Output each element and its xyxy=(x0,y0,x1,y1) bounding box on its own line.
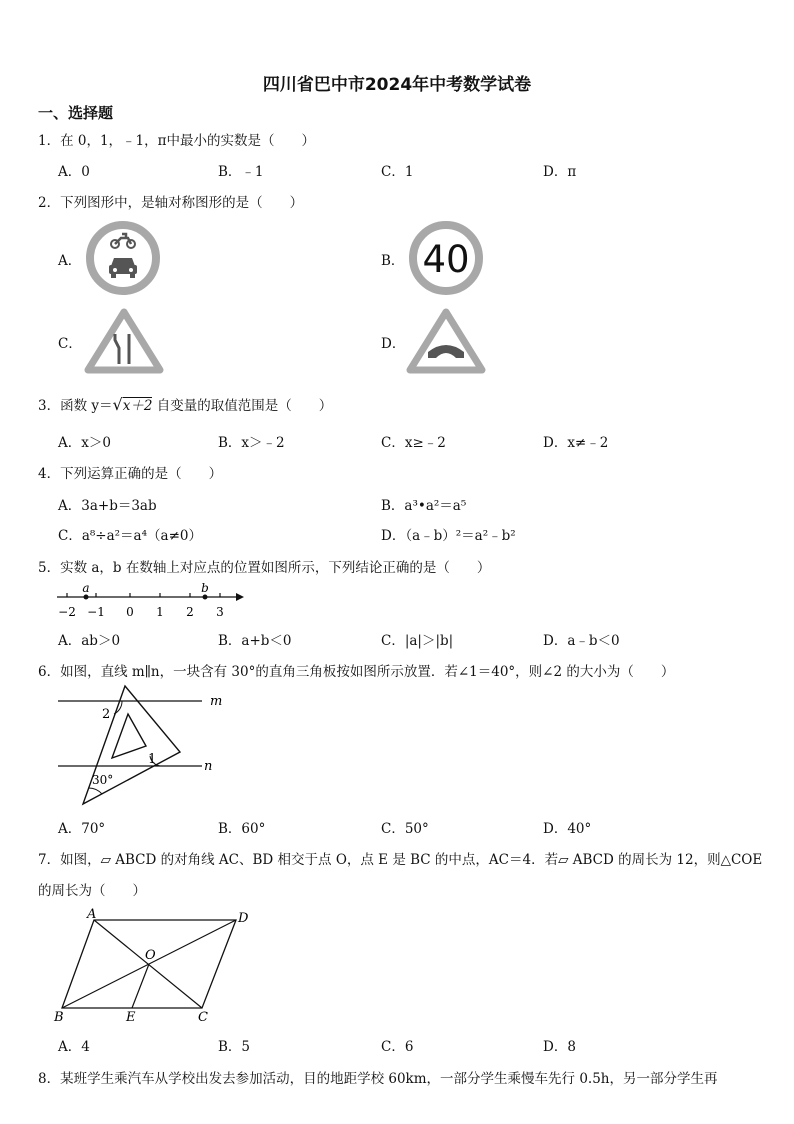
question-7-line-2: 的周长为（ ） xyxy=(38,883,146,899)
q4-option-b: B．a³•a²＝a⁵ xyxy=(381,498,467,514)
q7-option-b: B．5 xyxy=(218,1039,251,1055)
point-a xyxy=(84,595,89,600)
q4-option-a: A．3a+b＝3ab xyxy=(58,498,157,514)
q3-option-b: B．x＞﹣2 xyxy=(218,435,285,451)
tick-label: −2 xyxy=(58,605,76,619)
q7-option-c: C．6 xyxy=(381,1039,414,1055)
page-title: 四川省巴中市2024年中考数学试卷 xyxy=(262,75,532,95)
q5-option-d: D．a﹣b＜0 xyxy=(543,633,620,649)
label-A: A xyxy=(87,907,97,922)
question-4: 4．下列运算正确的是（ ） xyxy=(38,466,223,482)
tick-label: −1 xyxy=(87,605,105,619)
tick-label: 1 xyxy=(156,605,164,619)
q3-radicand: x＋2 xyxy=(122,398,153,414)
q3-option-d: D．x≠﹣2 xyxy=(543,435,609,451)
road-narrows-sign-icon xyxy=(84,306,164,374)
tick-label: 0 xyxy=(126,605,134,619)
q2-option-a: A． xyxy=(58,253,82,269)
label-angle-30: 30° xyxy=(92,773,114,787)
section-heading: 一、选择题 xyxy=(38,104,114,122)
point-a-label: a xyxy=(82,581,90,595)
label-E: E xyxy=(126,1010,136,1024)
q4-option-c: C．a⁸÷a²＝a⁴（a≠0） xyxy=(58,528,202,544)
point-b-label: b xyxy=(201,581,209,595)
angle-30-arc xyxy=(88,788,102,794)
q1-option-a: A．0 xyxy=(58,164,90,180)
q3-text-suffix: 自变量的取值范围是（ ） xyxy=(156,398,333,414)
question-5: 5．实数 a，b 在数轴上对应点的位置如图所示，下列结论正确的是（ ） xyxy=(38,560,491,576)
question-6: 6．如图，直线 m∥n，一块含有 30°的直角三角板按如图所示放置．若∠1＝40°，则∠2 的大小为（ ） xyxy=(38,664,675,680)
label-B: B xyxy=(54,1010,64,1024)
q4-option-d: D．（a﹣b）²＝a²﹣b² xyxy=(381,528,516,544)
label-m: m xyxy=(210,694,223,709)
question-7-line-1: 7．如图，▱ ABCD 的对角线 AC、BD 相交于点 O，点 E 是 BC 的中点，AC＝4．若▱ ABCD 的周长为 12，则△COE xyxy=(38,852,763,868)
axis-arrow xyxy=(236,593,244,601)
label-C: C xyxy=(198,1010,208,1024)
label-O: O xyxy=(145,948,156,963)
speed-limit-sign-icon xyxy=(406,220,486,296)
question-1: 1．在 0，1，﹣1，π中最小的实数是（ ） xyxy=(38,133,316,149)
q5-option-c: C．|a|＞|b| xyxy=(381,633,454,649)
label-n: n xyxy=(204,759,213,774)
q7-option-d: D．8 xyxy=(543,1039,576,1055)
q3-option-a: A．x＞0 xyxy=(58,435,111,451)
q2-option-b: B． xyxy=(381,253,405,269)
tick-label: 3 xyxy=(216,605,224,619)
label-angle-1: 1 xyxy=(148,752,157,767)
question-3 xyxy=(38,394,332,414)
q6-option-c: C．50° xyxy=(381,821,429,837)
sqrt-symbol: √ xyxy=(112,395,123,414)
q7-option-a: A．4 xyxy=(58,1039,90,1055)
parallelogram-figure xyxy=(50,902,260,1024)
q6-option-a: A．70° xyxy=(58,821,106,837)
triangle-inner xyxy=(112,714,146,758)
q2-option-d: D． xyxy=(381,336,406,352)
label-D: D xyxy=(238,911,249,926)
motor-vehicle-ban-sign-icon xyxy=(84,220,164,296)
question-2: 2．下列图形中，是轴对称图形的是（ ） xyxy=(38,195,304,211)
q5-option-b: B．a+b＜0 xyxy=(218,633,292,649)
q1-option-c: C．1 xyxy=(381,164,414,180)
speed-limit-value: 40 xyxy=(422,238,470,281)
label-angle-2: 2 xyxy=(102,707,111,722)
triangle-ruler-figure xyxy=(50,682,230,810)
segment-oe xyxy=(132,964,149,1008)
q6-option-b: B．60° xyxy=(218,821,266,837)
question-8: 8．某班学生乘汽车从学校出发去参加活动，目的地距学校 60km，一部分学生乘慢车先行 0.5h，另一部分学生再 xyxy=(38,1071,718,1087)
hump-bridge-sign-icon xyxy=(406,306,486,374)
q1-option-d: D．π xyxy=(543,164,577,180)
q1-option-b: B．﹣1 xyxy=(218,164,264,180)
point-b xyxy=(203,595,208,600)
q5-option-a: A．ab＞0 xyxy=(58,633,121,649)
q6-option-d: D．40° xyxy=(543,821,592,837)
q3-option-c: C．x≥﹣2 xyxy=(381,435,446,451)
number-line-figure xyxy=(52,580,252,622)
q3-text-prefix: 3．函数 y＝ xyxy=(38,398,113,414)
tick-label: 2 xyxy=(186,605,194,619)
q2-option-c: C． xyxy=(58,336,82,352)
